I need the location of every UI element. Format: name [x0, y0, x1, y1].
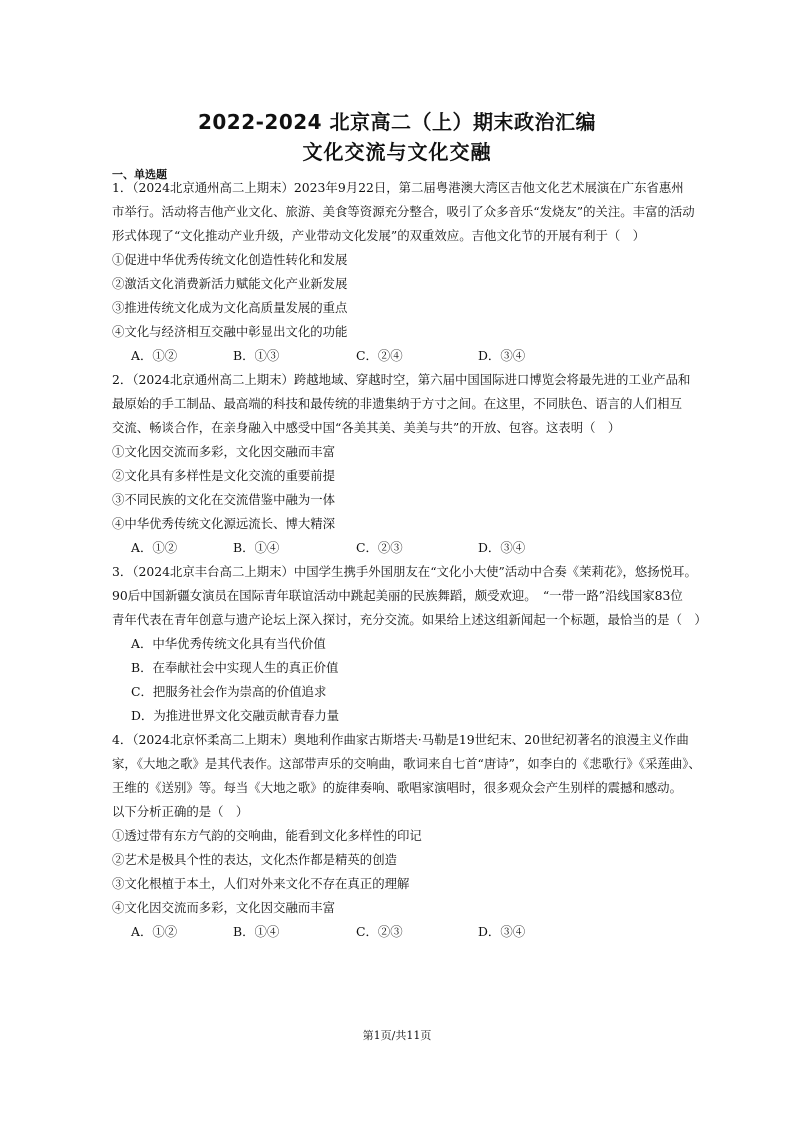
- question-4-stem-line: 以下分析正确的是（ ）: [112, 804, 249, 819]
- question-3-option-a: A．中华优秀传统文化具有当代价值: [131, 636, 326, 651]
- question-3-stem-line: 3．（2024北京丰台高二上期末）中国学生携手外国朋友在“文化小大使”活动中合奏《茉莉花》，悠扬悦耳。: [112, 564, 697, 579]
- question-3-option-d: D．为推进世界文化交融贡献青春力量: [131, 708, 340, 723]
- question-4-option-b: B．①④: [233, 924, 280, 939]
- question-4-stem-line: 4．（2024北京怀柔高二上期末）奥地利作曲家古斯塔夫·马勒是19世纪末、20世纪初著名的浪漫主义作曲: [112, 732, 689, 747]
- question-4-option-c: C．②③: [356, 924, 403, 939]
- question-4-stem-line: 家，《大地之歌》是其代表作。这部带声乐的交响曲，歌词来自七首“唐诗”，如李白的《悲歌行》《采莲曲》、: [112, 756, 701, 771]
- question-2-item: ②文化具有多样性是文化交流的重要前提: [112, 468, 336, 483]
- question-4-option-a: A．①②: [131, 924, 178, 939]
- question-1-stem-line: 1．（2024北京通州高二上期末）2023年9月22日，第二届粤港澳大湾区吉他文化艺术展演在广东省惠州: [112, 180, 684, 195]
- question-1-option-c: C．②④: [356, 348, 403, 363]
- question-1-option-d: D．③④: [478, 348, 526, 363]
- question-2-item: ④中华优秀传统文化源远流长、博大精深: [112, 516, 336, 531]
- question-1-option-b: B．①③: [233, 348, 280, 363]
- question-2-option-d: D．③④: [478, 540, 526, 555]
- question-2-option-b: B．①④: [233, 540, 280, 555]
- question-3-option-c: C．把服务社会作为崇高的价值追求: [131, 684, 327, 699]
- question-2-stem-line: 2．（2024北京通州高二上期末）跨越地域、穿越时空，第六届中国国际进口博览会将最先进的工业产品和: [112, 372, 691, 387]
- document-subtitle: 文化交流与文化交融: [302, 140, 492, 164]
- question-4-item: ④文化因交流而多彩，文化因交融而丰富: [112, 900, 336, 915]
- question-4-item: ②艺术是极具个性的表达，文化杰作都是精英的创造: [112, 852, 397, 867]
- question-1-stem-line: 市举行。活动将吉他产业文化、旅游、美食等资源充分整合，吸引了众多音乐“发烧友”的关注。丰富的活动: [112, 204, 695, 219]
- question-4-item: ③文化根植于本土，人们对外来文化不存在真正的理解: [112, 876, 410, 891]
- question-4-stem-line: 王维的《送别》等。每当《大地之歌》的旋律奏响、歌唱家演唱时，很多观众会产生别样的震撼和感动。: [112, 780, 682, 795]
- question-2-stem-line: 最原始的手工制品、最高端的科技和最传统的非遗集纳于方寸之间。在这里，不同肤色、语言的人们相互: [112, 396, 682, 411]
- question-3-option-b: B．在奉献社会中实现人生的真正价值: [131, 660, 339, 675]
- question-4-option-d: D．③④: [478, 924, 526, 939]
- page-number-footer: 第1页/共11页: [362, 1029, 432, 1042]
- question-2-item: ③不同民族的文化在交流借鉴中融为一体: [112, 492, 336, 507]
- question-1-item: ③推进传统文化成为文化高质量发展的重点: [112, 300, 348, 315]
- question-1-item: ①促进中华优秀传统文化创造性转化和发展: [112, 252, 348, 267]
- question-2-option-a: A．①②: [131, 540, 178, 555]
- section-heading: 一、单选题: [112, 168, 167, 181]
- question-1-item: ④文化与经济相互交融中彰显出文化的功能: [112, 324, 348, 339]
- question-1-item: ②激活文化消费新活力赋能文化产业新发展: [112, 276, 348, 291]
- question-2-item: ①文化因交流而多彩，文化因交融而丰富: [112, 444, 336, 459]
- question-4-item: ①透过带有东方气韵的交响曲，能看到文化多样性的印记: [112, 828, 422, 843]
- document-title: 2022-2024 北京高二（上）期末政治汇编: [197, 110, 597, 134]
- question-1-stem-line: 形式体现了“文化推动产业升级，产业带动文化发展”的双重效应。吉他文化节的开展有利于（ ）: [112, 228, 646, 243]
- question-1-option-a: A．①②: [131, 348, 178, 363]
- question-3-stem-line: 90后中国新疆女演员在国际青年联谊活动中跳起美丽的民族舞蹈，颇受欢迎。 “一带一路”沿线国家83位: [112, 588, 683, 603]
- question-3-stem-line: 青年代表在青年创意与遗产论坛上深入探讨，充分交流。如果给上述这组新闻起一个标题，最恰当的是（ ）: [112, 612, 707, 627]
- question-2-stem-line: 交流、畅谈合作，在亲身融入中感受中国“各美其美、美美与共”的开放、包容。这表明（ ）: [112, 420, 621, 435]
- question-2-option-c: C．②③: [356, 540, 403, 555]
